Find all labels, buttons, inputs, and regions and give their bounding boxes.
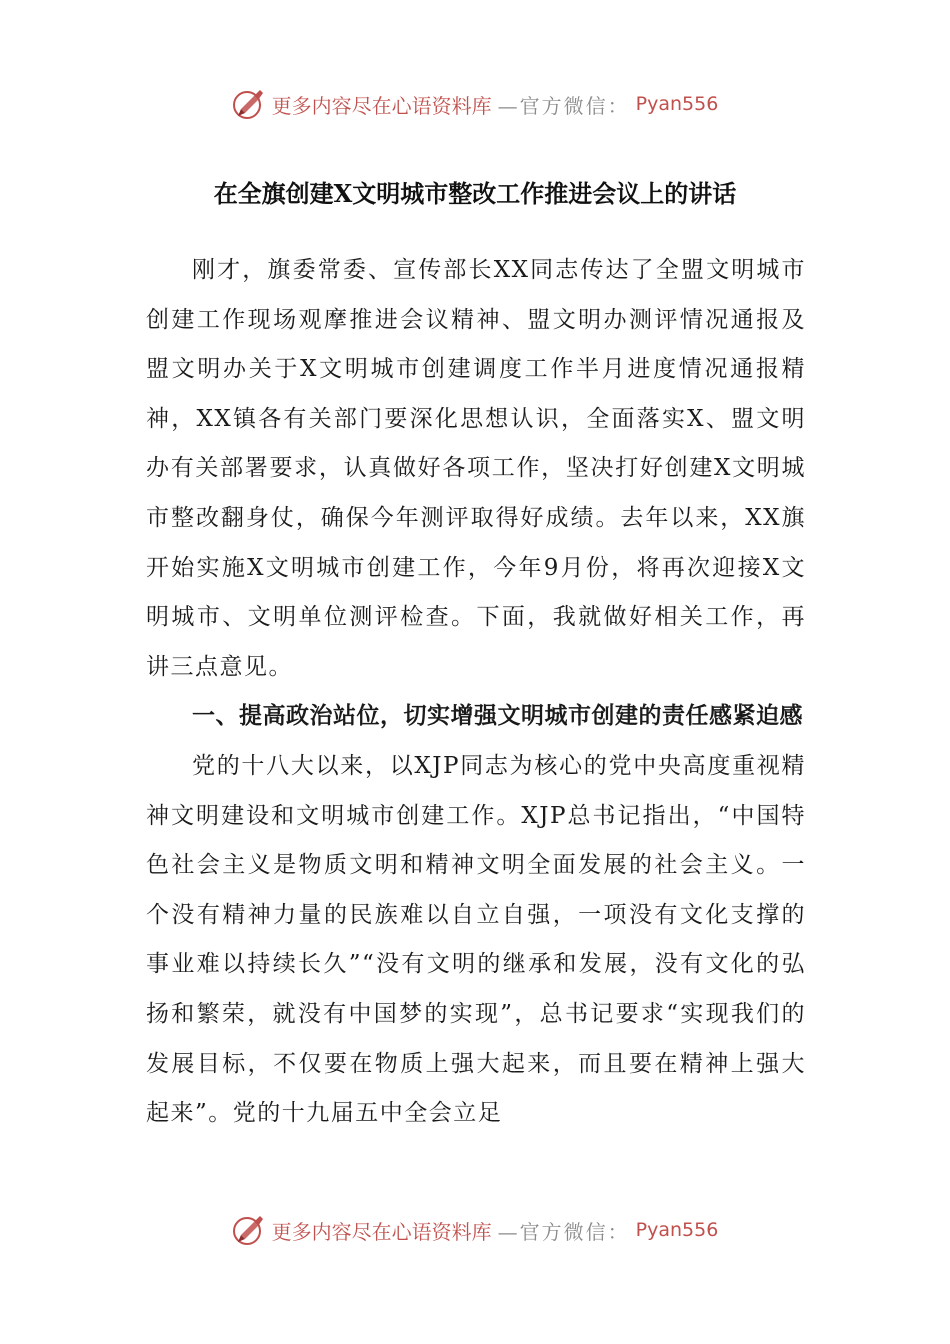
footer-watermark bbox=[0, 1210, 950, 1250]
watermark-text: 更多内容尽在心语资料库 bbox=[271, 1219, 492, 1244]
header-watermark bbox=[0, 84, 950, 124]
watermark-wechat-id: Pyan556 bbox=[635, 93, 719, 115]
body-paragraph: 党的十八大以来，以XJP同志为核心的党中央高度重视精神文明建设和文明城市创建工作。XJP总书记指出，“中国特色社会主义是物质文明和精神文明全面发展的社会主义。一个没有精神力量的民族难以自立自强，一项没有文化支撑的事业难以持续长久”“没有文明的继承和发展，没有文化的弘扬和繁荣，就没有中国梦的实现”，总书记要求“实现我们的发展目标，不仅要在物质上强大起来，而且要在精神上强大起来”。党的十九届五中全会立足 bbox=[146, 752, 806, 1127]
section-heading: 一、提高政治站位，切实增强文明城市创建的责任感紧迫感 bbox=[192, 703, 803, 730]
watermark-text: 更多内容尽在心语资料库 bbox=[271, 93, 492, 118]
pen-seal-logo-icon bbox=[232, 1213, 266, 1247]
body-paragraph: 刚才，旗委常委、宣传部长XX同志传达了全盟文明城市创建工作现场观摩推进会议精神、盟文明办测评情况通报及盟文明办关于X文明城市创建调度工作半月进度情况通报精神，XX镇各有关部门要深化思想认识，全面落实X、盟文明办有关部署要求，认真做好各项工作，坚决打好创建X文明城市整改翻身仗，确保今年测评取得好成绩。去年以来，XX旗开始实施X文明城市创建工作，今年9月份，将再次迎接X文明城市、文明单位测评检查。下面，我就做好相关工作，再讲三点意见。 bbox=[146, 257, 806, 680]
document-title: 在全旗创建X文明城市整改工作推进会议上的讲话 bbox=[213, 179, 737, 208]
watermark-wechat-id: Pyan556 bbox=[635, 1219, 719, 1241]
watermark-wechat-label: —官方微信： bbox=[497, 93, 630, 118]
pen-seal-logo-icon bbox=[232, 87, 266, 121]
watermark-wechat-label: —官方微信： bbox=[497, 1219, 630, 1244]
document-body bbox=[146, 246, 806, 1139]
